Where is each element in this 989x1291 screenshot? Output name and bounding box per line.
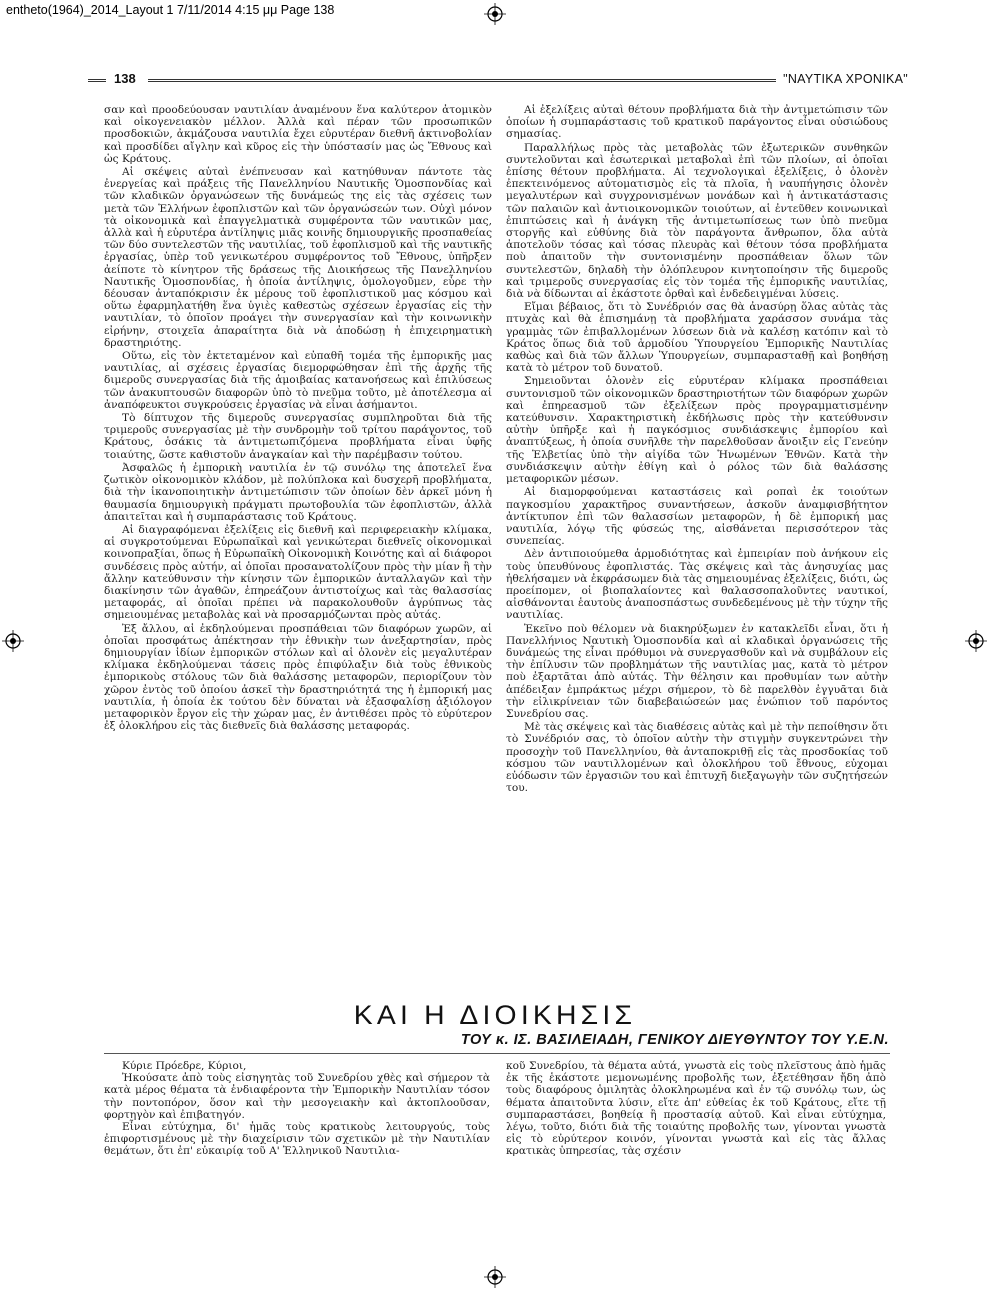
paragraph: Εἶναι εὐτύχημα, δι' ἡμᾶς τοὺς κρατικοὺς λειτουργούς, τοὺς ἐπιφορτισμένους μὲ τὴν διαχείρισιν τῶν σχετικῶν μὲ τὴν Ναυτιλίαν θεμάτων, ὅτι ἐπ' εὐκαιρίᾳ τοῦ Α' Ἑλληνικοῦ Ναυτιλια- xyxy=(104,1121,490,1158)
paragraph: Αἱ σκέψεις αὐταὶ ἐνέπνευσαν καὶ κατηύθυναν πάντοτε τὰς ἐνεργείας καὶ πράξεις τῆς Πανελληνίου Ναυτικῆς Ὁμοσπονδίας καὶ τῶν κλαδικῶν ὀργανώσεων τῆς δυνάμεώς της εἰς τὰς σχέσεις των μετὰ τῶν Ἑλλήνων ἐφοπλιστῶν καὶ τῶν ὀργανώσεών των. Οὐχὶ μόνον τὰ οἰκονομικὰ καὶ ἐπαγγελματικὰ συμφέροντα τῶν ναυτικῶν μας, ἀλλὰ καὶ ἡ εὐρυτέρα ἀντίληψις μιᾶς κοινῆς δημιουργικῆς προσπαθείας τῶν δύο συντελεστῶν τῆς ναυτιλίας, τοῦ ἐφοπλισμοῦ καὶ τῆς ναυτικῆς ἐργασίας, ὑπὲρ τοῦ γενικωτέρου συμφέροντος τοῦ Ἔθνους, ὑπῆρξεν ἀείποτε τὸ κίνητρον τῆς δράσεως τῆς Διοικήσεως τῆς Πανελληνίου Ναυτικῆς Ὁμοσπονδίας, ἡ ὁποία ἀντίληψις, ὁμολογοῦμεν, εὗρε τὴν δέουσαν ἀνταπόκρισιν ἐκ μέρους τοῦ ἐφοπλιστικοῦ μας κόσμου καὶ οὕτω ἐφαρμηλατήθη ἕνα ὑγιὲς καθεστὼς σχέσεων ἐργασίας εἰς τὴν ναυτιλίαν, τὸ ὁποῖον προάγει τὴν συνεργασίαν καὶ τὴν κοινωνικὴν εἰρήνην, στοιχεῖα ἀπαραίτητα διὰ νὰ ἀποδώσῃ ἡ ἐπιχειρηματικὴ δραστηριότης. xyxy=(104,166,492,349)
paragraph: Ἠκούσατε ἀπὸ τοὺς εἰσηγητὰς τοῦ Συνεδρίου χθὲς καὶ σήμερον τὰ κατὰ μέρος θέματα τὰ ἐνδιαφέροντα τὴν Ἐμπορικὴν Ναυτιλίαν τόσον τὴν ποντοπόρον, ὅσον καὶ τὴν μεσογειακὴν καὶ ἀκτοπλοοῦσαν, φορτηγὸν καὶ ἐπιβατηγόν. xyxy=(104,1072,490,1121)
paragraph: Ἐκεῖνο ποὺ θέλομεν νὰ διακηρύξωμεν ἐν κατακλεῖδι εἶναι, ὅτι ἡ Πανελλήνιος Ναυτικὴ Ὁμοσπονδία καὶ αἱ κλαδικαὶ ὀργανώσεις τῆς δυνάμεώς της εἶναι πρόθυμοι νὰ συνεργασθοῦν καὶ νὰ συμβάλουν εἰς τὴν ἐπίλυσιν τῶν προβλημάτων τῆς ναυτιλίας μας, κατὰ τὸ μέτρον ποὺ ἐξαρτᾶται ἀπὸ αὐτάς. Τὴν θέλησιν και προθυμίαν των αὐτὴν ἀπέδειξαν ἐμπράκτως μέχρι σήμερον, τὸ δὲ παρελθὸν ἐγγυᾶται διὰ τὴν εἰλικρίνειαν τῶν διαβεβαιώσεών μας ἐνώπιον τοῦ παρόντος Συνεδρίου σας. xyxy=(506,622,888,720)
paragraph: Αἱ διαγραφόμεναι ἐξελίξεις εἰς διεθνῆ καὶ περιφερειακὴν κλίμακα, αἱ συγκροτούμεναι Εὐρωπαϊκαὶ καὶ γενικώτεραι διεθνεῖς οἰκονομικαὶ κοινοπραξίαι, ὅπως ἡ Εὐρωπαϊκὴ Οἰκονομικὴ Κοινότης καὶ αἱ διάφοροι συνδέσεις πρὸς αὐτήν, αἱ ὁποῖαι προσανατολίζουν πρὸς τὴν μίαν ἢ τὴν ἄλλην κατεύθυνσιν τὴν κίνησιν τῶν ἐμπορικῶν ἀνταλλαγῶν καὶ τὴν διακίνησιν τῶν ἀγαθῶν, ἐπηρεάζουν ἀντιστοίχως καὶ τὰς θαλασσίας μεταφοράς, αἱ ὁποῖαι πρέπει νὰ παρακολουθοῦν ἀγρύπνως τὰς σημειουμένας μεταβολὰς καὶ νὰ προσαρμόζωνται πρὸς αὐτάς. xyxy=(104,523,492,622)
crosshair-icon xyxy=(965,630,987,652)
paragraph: σαν καὶ προοδεύουσαν ναυτιλίαν ἀναμένουν ἕνα καλύτερον ἀτομικὸν καὶ οἰκογενειακὸν μέλλον. Ἀλλὰ καὶ πέραν τῶν προσωπικῶν προσδοκιῶν, ἀκμάζουσα ναυτιλία ἔχει εὐρυτέραν διεθνῆ ἀκτινοβολίαν καὶ προσδίδει αἴγλην καὶ κῦρος εἰς τὴν ὑπόστασίν μας ὡς Ἔθνους καὶ ὡς Κράτους. xyxy=(104,104,492,165)
running-header xyxy=(88,71,910,91)
header-rule-middle xyxy=(148,79,776,82)
speech-column-left xyxy=(104,1060,490,1158)
paragraph: Παραλλήλως πρὸς τὰς μεταβολὰς τῶν ἐξωτερικῶν συνθηκῶν συντελοῦνται καὶ ἐσωτερικαὶ μεταβολαὶ ἐπὶ τῶν πλοίων, αἱ ὁποῖαι ἐπίσης θέτουν προβλήματα. Αἱ τεχνολογικαὶ ἐξελίξεις, ὁ ὁλονὲν ἐπεκτεινόμενος αὐτοματισμὸς εἰς τὰ πλοῖα, ἡ ναυπήγησις ὁλονὲν μεγαλυτέρων καὶ συγχρονισμένων μονάδων καὶ ἡ ἀντικατάστασις τῶν παλαιῶν καὶ ἀντιοικονομικῶν τοιούτων, αἱ ἐντεῦθεν κοινωνικαὶ ἐπιπτώσεις καὶ ἡ ἀνάγκη τῆς ἀντιμετωπίσεως των ὑπὸ πνεῦμα στοργῆς καὶ εὐθύνης διὰ τὸν παράγοντα ἄνθρωπον, ὅλα αὐτὰ ἀποτελοῦν τόσας καὶ τόσας πλευρὰς καὶ θέτουν τόσα προβλήματα ποὺ ἀπαιτοῦν τὴν συντονισμένην προσπάθειαν ὅλων τῶν συντελεστῶν, δηλαδὴ τὴν ὁλόπλευρον κινητοποίησιν τῆς διμεροῦς καὶ τριμεροῦς συνεργασίας εἰς τὸν τομέα τῆς ἐμπορικῆς ναυτιλίας, διὰ νὰ δίδωνται αἱ ἑκάστοτε ὀρθαὶ καὶ ἐνδεδειγμέναι λύσεις. xyxy=(506,141,888,301)
paragraph: Δὲν ἀντιποιούμεθα ἁρμοδιότητας καὶ ἐμπειρίαν ποὺ ἀνήκουν εἰς τοὺς ὑπευθύνους ἐφοπλιστάς. Τὰς σκέψεις καὶ τὰς ἀνησυχίας μας ἠθελήσαμεν νὰ ἐκφράσωμεν διὰ τὰς σημειουμένας ἐξελίξεις, διότι, ὡς προείπομεν, οἱ βιοπαλαίοντες καὶ θαλασσοπαλοῦντες ναυτικοί, αἰσθάνονται ἑαυτοὺς ἀναποσπάστως συνδεδεμένους μὲ τὴν τύχην τῆς ναυτιλίας. xyxy=(506,548,888,622)
print-slug: entheto(1964)_2014_Layout 1 7/11/2014 4:15 μμ Page 138 xyxy=(6,3,335,17)
paragraph: Οὕτω, εἰς τὸν ἐκτεταμένον καὶ εὐπαθῆ τομέα τῆς ἐμπορικῆς μας ναυτιλίας, αἱ σχέσεις ἐργασίας διεμορφώθησαν ἐπὶ τῆς ἀρχῆς τῆς διμεροῦς συνεργασίας διὰ τῆς ἀμοιβαίας κατανοήσεως καὶ ἐπιλύσεως τῶν ἀνακυπτουσῶν διαφορῶν ὑπὸ τὸ πνεῦμα τοῦτο, μὲ ἀποτέλεσμα αἱ ἀναπόφευκτοι συγκρούσεις ἐργασίας νὰ εἶναι ἀσήμαντοι. xyxy=(104,350,492,411)
byline: ΤΟΥ κ. ΙΣ. ΒΑΣΙΛΕΙΑΔΗ, ΓΕΝΙΚΟΥ ΔΙΕΥΘΥΝΤΟΥ ΤΟΥ Υ.Ε.Ν. xyxy=(460,1032,889,1048)
paragraph: Ἐξ ἄλλου, αἱ ἐκδηλούμεναι προσπάθειαι τῶν διαφόρων χωρῶν, αἱ ὁποῖαι προσφάτως ἀπέκτησαν τὴν ἐθνικὴν των ἀνεξαρτησίαν, πρὸς δημιουργίαν ἰδίων ἐμπορικῶν στόλων καὶ αἱ ὁλονὲν εἰς μεγαλυτέραν κλίμακα ἐκδηλούμεναι τάσεις πρὸς ἐπιφύλαξιν διὰ τοὺς ἐθνικοὺς ἐμπορικοὺς στόλους τῶν διὰ θαλάσσης μεταφορῶν, περιορίζουν τὸν χῶρον ἐντὸς τοῦ ὁποίου ἀσκεῖ τὴν δραστηριότητά της ἡ ἐμπορική μας ναυτιλία, ἡ ὁποία ἐκ τούτου δὲν δύναται νὰ ἐξασφαλίσῃ ἀξιόλογον μεταφορικὸν ἔργον εἰς τὴν χώραν μας, ἐν ἀντιθέσει πρὸς τὸ εὐρύτερον ἐξ ὁλοκλήρου εἰς τὰς διεθνεῖς διὰ θαλάσσης μεταφοράς. xyxy=(104,622,492,733)
paragraph: Αἱ διαμορφούμεναι καταστάσεις καὶ ροπαὶ ἐκ τοιούτων παγκοσμίου χαρακτῆρος συναντήσεων, ἀσκοῦν ἀναμφισβήτητον ἀντίκτυπον ἐπὶ τῶν θαλασσίων μεταφορῶν, ἡ δὲ ἐμπορική μας ναυτιλία, λόγῳ τῆς φύσεώς της, αἰσθάνεται περισσότερον τὰς συνεπείας. xyxy=(506,486,888,548)
registration-mark-top xyxy=(484,3,506,25)
section-title: ΚΑΙ Η ΔΙΟΙΚΗΣΙΣ xyxy=(353,1000,637,1030)
registration-mark-bottom xyxy=(484,1266,506,1288)
paragraph: Μὲ τὰς σκέψεις καὶ τὰς διαθέσεις αὐτὰς καὶ μὲ τὴν πεποίθησιν ὅτι τὸ Συνέδριόν σας, τὸ ὁποῖον αὐτὴν τὴν στιγμὴν συγκεντρώνει τὴν προσοχὴν τοῦ Πανελληνίου, θὰ ἀνταποκριθῇ εἰς τὰς προσδοκίας τοῦ κόσμου τῶν ναυτιλλομένων καὶ ὁλοκλήρου τοῦ ἔθνους, εὐχομαι εὐόδωσιν τῶν ἐργασιῶν του καὶ ἐπιτυχῆ διεξαγωγὴν τῶν συζητήσεών του. xyxy=(506,721,888,795)
paragraph: Αἱ ἐξελίξεις αὐταὶ θέτουν προβλήματα διὰ τὴν ἀντιμετώπισιν τῶν ὁποίων ἡ συμπαράστασις τοῦ κρατικοῦ παράγοντος εἶναι οὐσιώδους σημασίας. xyxy=(506,104,888,141)
crosshair-icon xyxy=(2,630,24,652)
publication-title: "ΝΑΥΤΙΚΑ ΧΡΟΝΙΚΑ" xyxy=(783,72,908,86)
paragraph: Σημειοῦνται ὁλονὲν εἰς εὐρυτέραν κλίμακα προσπάθειαι συντονισμοῦ τῶν οἰκονομικῶν δραστηριοτήτων τῶν διαφόρων χωρῶν καὶ ἐπηρεασμοῦ τῶν ἐξελίξεων πρὸς προγραμματισμένην κατεύθυνσιν. Χαρακτηριστικὴ ἐκδήλωσις πρὸς τὴν κατεύθυνσιν αὐτὴν ὑπῆρξε καὶ ἡ παγκόσμιος συνδιάσκεψις ἐμπορίου καὶ ἀναπτύξεως, ἡ ὁποία συνῆλθε τὴν παρελθοῦσαν ἄνοιξιν εἰς Γενεύην τῆς Ἑλβετίας ὑπὸ τὴν αἰγίδα τῶν Ἡνωμένων Ἐθνῶν. Κατὰ τὴν συνδιάσκεψιν αὐτὴν ἐθίγη καὶ ὁ ρόλος τῶν διὰ θαλάσσης μεταφορικῶν μέσων. xyxy=(506,375,888,486)
header-rule-left xyxy=(88,79,106,82)
article-column-right xyxy=(506,104,888,795)
page-number: 138 xyxy=(114,71,136,86)
paragraph: Τὸ δίπτυχον τῆς διμεροῦς συνεργασίας συμπληροῦται διὰ τῆς τριμεροῦς συνεργασίας μὲ τὴν συνδρομὴν τοῦ τρίτου παράγοντος, τοῦ Κράτους, ὁσάκις τὰ ἀντιμετωπιζόμενα προβλήματα εἶναι ὑφῆς τοιαύτης, ὥστε καθιστοῦν ἀναγκαίαν καὶ τὴν παρέμβασιν τούτου. xyxy=(104,412,492,461)
registration-mark-right xyxy=(965,630,987,652)
crosshair-icon xyxy=(484,1266,506,1288)
salutation: Κύριε Πρόεδρε, Κύριοι, xyxy=(122,1060,247,1072)
paragraph: κοῦ Συνεδρίου, τὰ θέματα αὐτά, γνωστὰ εἰς τοὺς πλεῖστους ἀπὸ ἡμᾶς ἐκ τῆς ἑκάστοτε μεμονωμένης προβολῆς των, ἐξετέθησαν ἤδη ἀπὸ τοὺς διαφόρους ὁμιλητὰς ὁλοκληρωμένα καὶ ἐν τῷ συνόλῳ των, ὡς θέματα ἀπαιτοῦντα λύσιν, εἴτε ἀπ' εὐθείας ἐκ τοῦ Κράτους, εἴτε τῇ συμπαραστάσει, βοηθείᾳ ἢ προστασίᾳ αὐτοῦ. Καὶ εἶναι εὐτύχημα, λέγω, τοῦτο, διότι διὰ τῆς τοιαύτης προβολῆς των, γίνονται γνωστὰ εἰς τὸ εὐρύτερον κοινόν, γίνονται γνωστὰ καὶ εἰς τὰς ἄλλας κρατικὰς ὑπηρεσίας, τὰς σχέσιν xyxy=(506,1060,886,1158)
speech-column-right xyxy=(506,1060,886,1158)
article-column-left xyxy=(104,104,492,733)
byline-rule xyxy=(104,1053,890,1054)
registration-mark-left xyxy=(2,630,24,652)
paragraph: Ἀσφαλῶς ἡ ἐμπορικὴ ναυτιλία ἐν τῷ συνόλῳ της ἀποτελεῖ ἕνα ζωτικὸν οἰκονομικὸν κλάδον, μὲ πολύπλοκα καὶ δυσχερῆ προβλήματα, διὰ τὴν ἱκανοποιητικὴν ἀντιμετώπισιν τῶν ὁποίων δὲν ἀρκεῖ μόνη ἡ θαυμασία δημιουργικὴ πράγματι πρωτοβουλία τῶν ἐφοπλιστῶν, ἀλλὰ ἀπαιτεῖται καὶ ἡ συμπαράστασις τοῦ Κράτους. xyxy=(104,461,492,523)
crosshair-icon xyxy=(484,3,506,25)
paragraph: Εἴμαι βέβαιος, ὅτι τὸ Συνέδριόν σας θὰ ἀνασύρῃ ὅλας αὐτὰς τὰς πτυχὰς καὶ θὰ ἐπισημάνῃ τὰ προβλήματα χαράσσον συνάμα τὰς γραμμὰς τῶν ἐπιβαλλομένων λύσεων διὰ νὰ καλέσῃ κατόπιν καὶ τὸ Κράτος ὅπως διὰ τοῦ ἁρμοδίου Ὑπουργείου Ἐμπορικῆς Ναυτιλίας καθὼς καὶ διὰ τῶν ἄλλων Ὑπουργείων, συμπαρασταθῇ καὶ βοηθήσῃ κατὰ τὸ μέτρον τοῦ δυνατοῦ. xyxy=(506,301,888,375)
